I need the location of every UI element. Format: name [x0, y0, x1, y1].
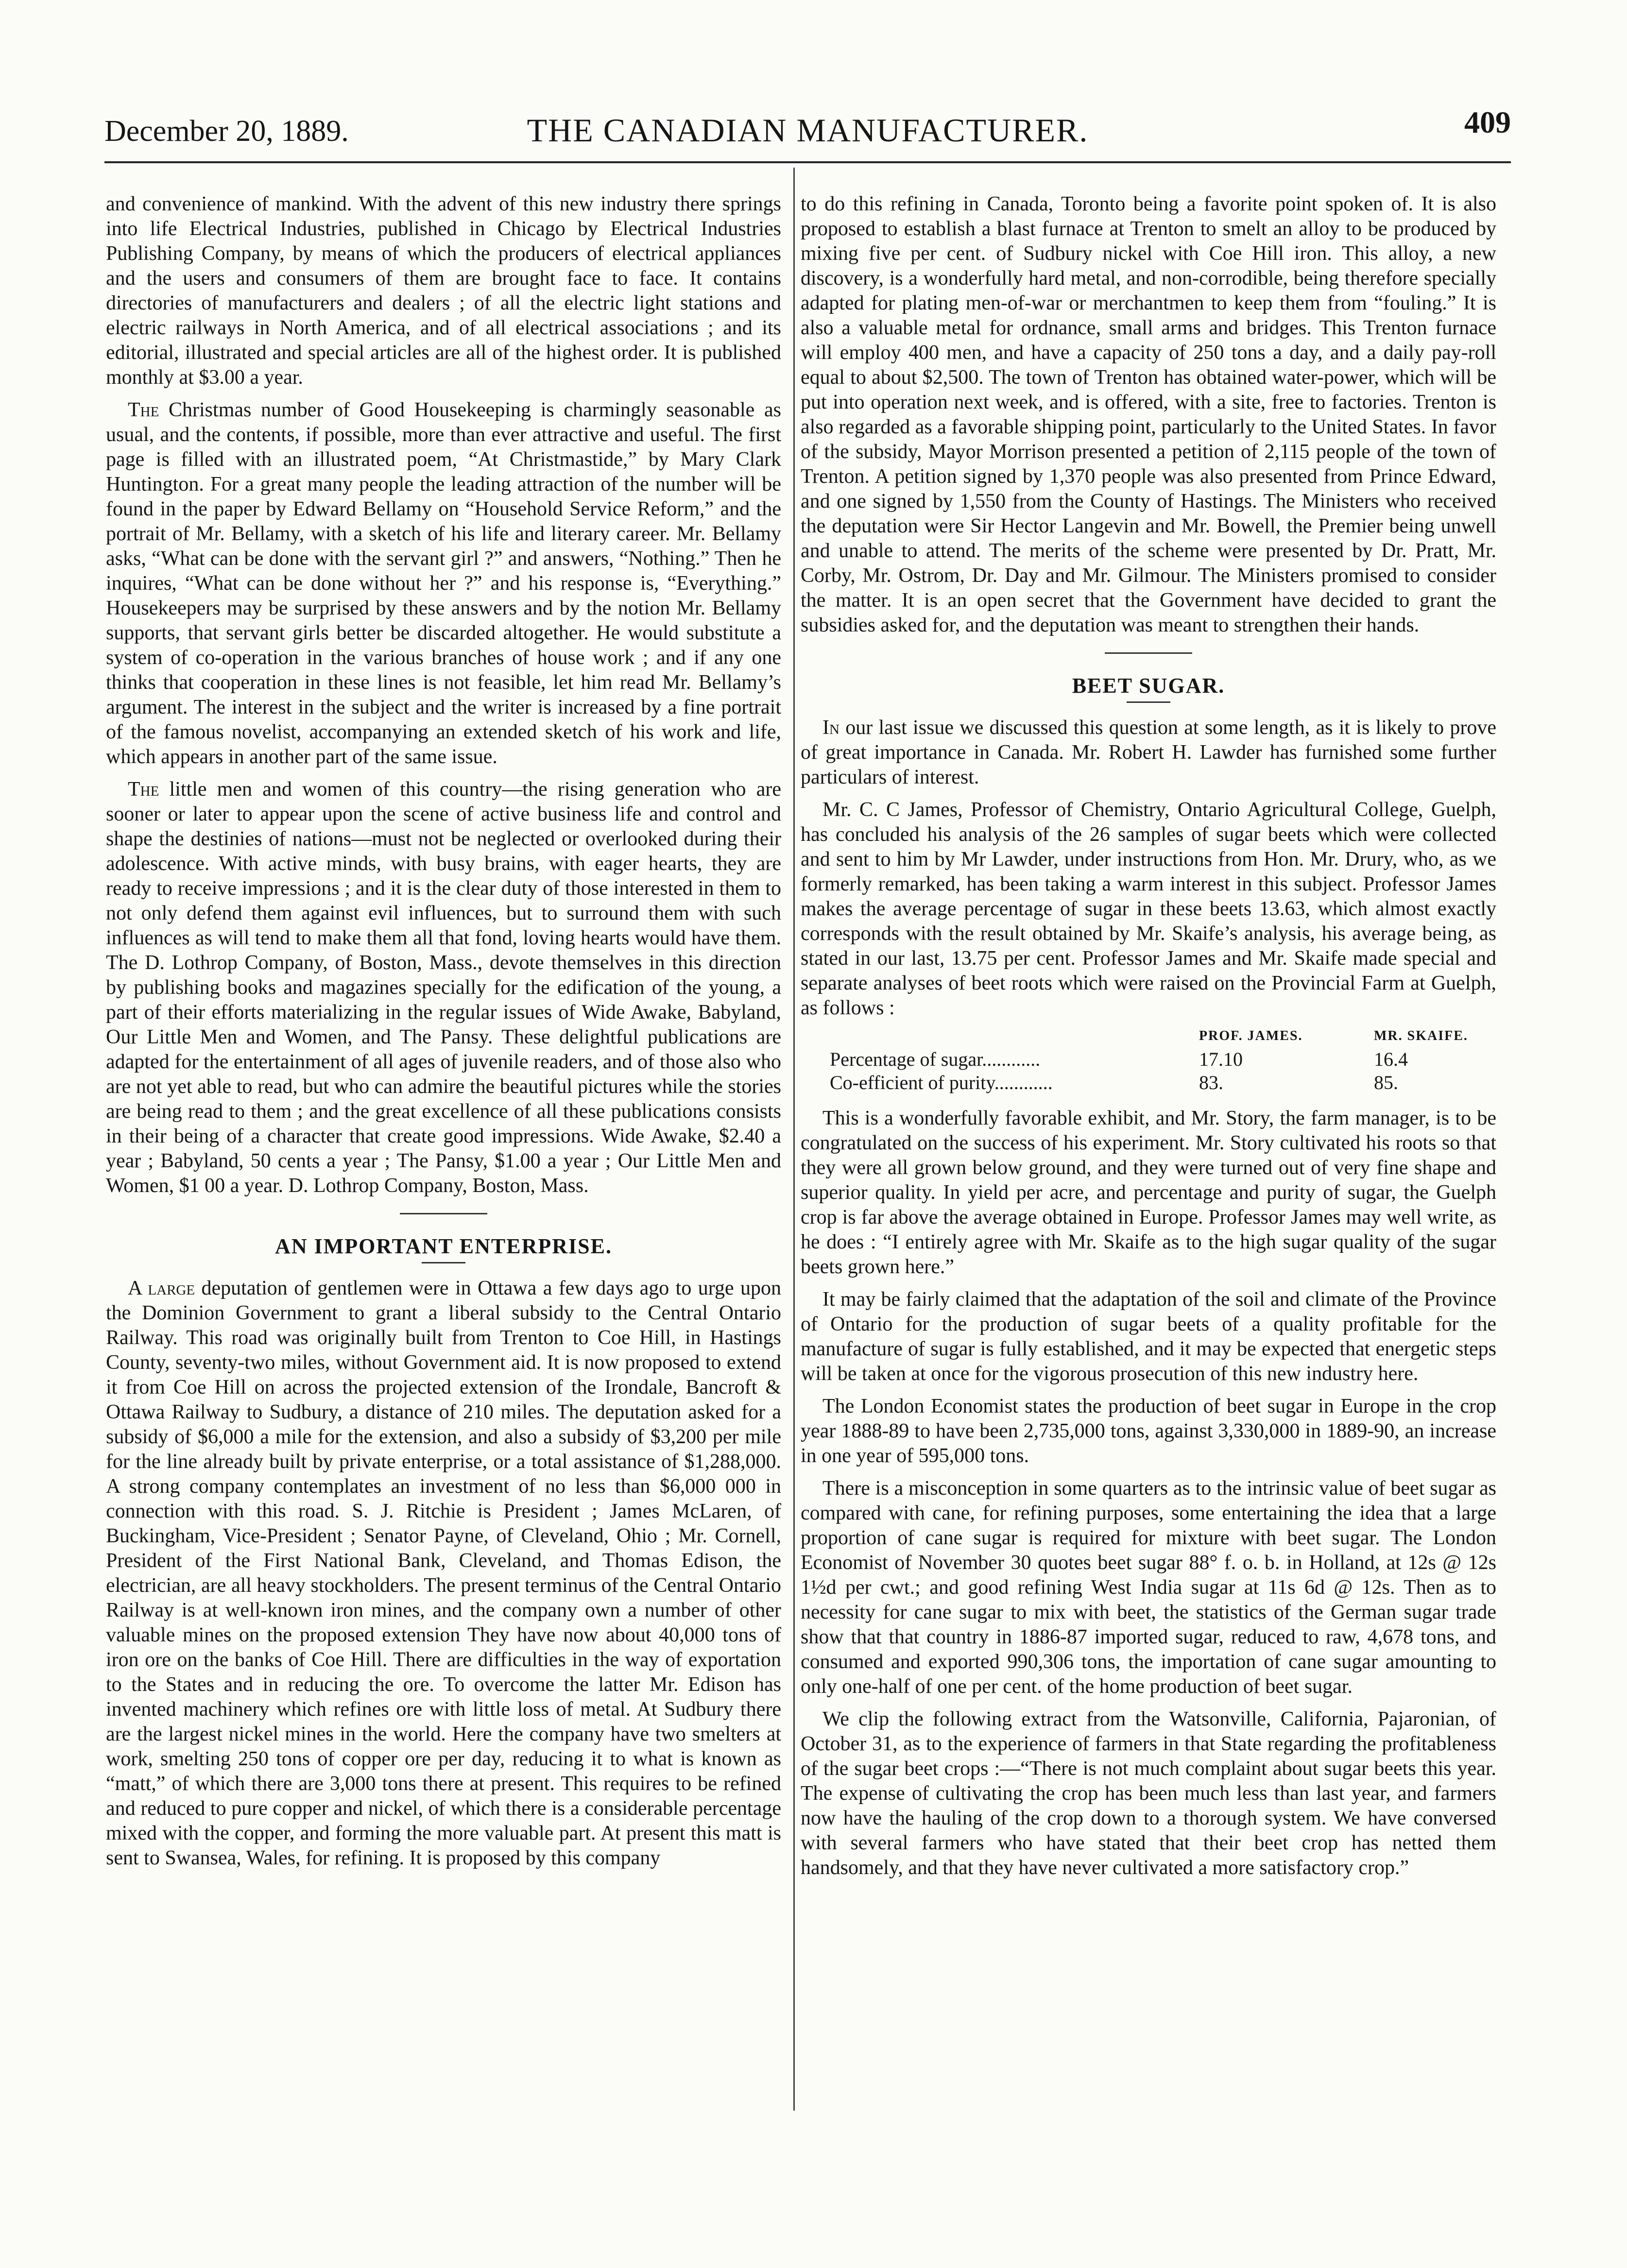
paragraph-lead: A large	[128, 1277, 195, 1299]
publication-title: THE CANADIAN MANUFACTURER.	[527, 112, 1089, 149]
right-column	[801, 192, 1496, 1888]
paragraph-body: our last issue we discussed this question at some length, as it is likely to prove of great importance in Canada. Mr. Robert H. Lawder has furnished some further particulars of interest.	[801, 716, 1497, 788]
table-row	[830, 1048, 1468, 1071]
beet-paragraph-6: There is a misconception in some quarters as to the intrinsic value of beet sugar as compared with cane, for refining purposes, some entertaining the idea that a large proportion of cane sugar is required for mixture with beet sugar. The London Economist of November 30 quotes beet sugar 88° f. o. b. in Holland, at 12s @ 12s 1½d per cwt.; and good refining West India sugar at 11s 6d @ 12s. Then as to necessity for cane sugar to mix with beet, the statistics of the German sugar trade show that that country in 1886-87 imported sugar, reduced to raw, 4,678 tons, and consumed and exported 990,306 tons, the importation of cane sugar amounting to only one-half of one per cent. of the home production of beet sugar.	[801, 1477, 1496, 1698]
heading-rule	[1127, 701, 1170, 703]
row-label: Co-efficient of purity............	[830, 1072, 1053, 1093]
beet-paragraph-1	[801, 716, 1496, 790]
lothrop-paragraph	[106, 777, 781, 1198]
paragraph-lead: The	[128, 399, 159, 421]
header-rule	[104, 161, 1511, 163]
enterprise-continued-paragraph: to do this refining in Canada, Toronto being a favorite point spoken of. It is also proposed to establish a blast furnace at Trenton to smelt an alloy to be produced by mixing five per cent. of Sudbury nickel with Coe Hill iron. This alloy, a new discovery, is a wonderfully hard metal, and non-corrodible, being therefore specially adapted for plating men-of-war or merchantmen to keep them from “fouling.” It is also a valuable metal for ordnance, small arms and bridges. This Trenton furnace will employ 400 men, and have a capacity of 250 tons a day, and a daily pay-roll equal to about $2,500. The town of Trenton has obtained water-power, which will be put into operation next week, and is offered, with a site, free to factories. Trenton is also regarded as a favorable shipping point, particularly to the United States. In favor of the subsidy, Mayor Morrison presented a petition of 2,115 people of the town of Trenton. A petition signed by 1,370 people was also presented from Prince Edward, and one signed by 1,550 from the County of Hastings. The Ministers who received the deputation were Sir Hector Langevin and Mr. Bowell, the Premier being unwell and unable to attend. The merits of the scheme were presented by Dr. Pratt, Mr. Corby, Mr. Ostrom, Dr. Day and Mr. Gilmour. The Ministers promised to consider the matter. It is an open secret that the Government have decided to grant the subsidies asked for, and the deputation was meant to strengthen their hands.	[801, 193, 1496, 636]
paragraph-body: little men and women of this country—the rising generation who are sooner or later to appear upon the scene of active business life and control and shape the destinies of nations—must not be neglected or overlooked during their adolescence. With active minds, with busy brains, with eager hearts, they are ready to receive impressions ; and it is the clear duty of those interested in them to not only defend them against evil influences, but to surround them with such influences as will tend to make them all that fond, loving hearts would have them. The D. Lothrop Company, of Boston, Mass., devote themselves in this direction by publishing books and magazines specially for the edification of the young, a part of their efforts materializing in the regular issues of Wide Awake, Babyland, Our Little Men and Women, and The Pansy. These delightful publications are adapted for the entertainment of all ages of juvenile readers, and of those also who are not yet able to read, but who can admire the beautiful pictures while the stories are being read to them ; and the great excellence of all these publications consists in their being of a character that create good impressions. Wide Awake, $2.40 a year ; Babyland, 50 cents a year ; The Pansy, $1.00 a year ; Our Little Men and Women, $1 00 a year. D. Lothrop Company, Boston, Mass.	[106, 778, 782, 1197]
james-value: 17.10	[1199, 1048, 1243, 1070]
beet-paragraph-7: We clip the following extract from the Watsonville, California, Pajaronian, of October 31, as to the experience of farmers in that State regarding the profitableness of the sugar beet crops :—“There is not much complaint about sugar beets this year. The expense of cultivating the crop has been much less than last year, and farmers now have the hauling of the crop down to a thorough system. We have conversed with several farmers who have stated that their beet crop has netted them handsomely, and that they have never cultivated a more satisfactory crop.”	[801, 1708, 1496, 1879]
enterprise-paragraph	[106, 1276, 781, 1871]
page-number: 409	[1464, 105, 1511, 139]
electrical-industries-paragraph: and convenience of mankind. With the advent of this new industry there springs into life Electrical Industries, published in Chicago by Electrical Industries Publishing Company, by means of which the producers of electrical appliances and the users and consumers of them are brought face to face. It contains directories of manufacturers and dealers ; of all the electric light stations and electric railways in North America, and of all electrical associations ; and its editorial, illustrated and special articles are all of the highest order. It is published monthly at $3.00 a year.	[106, 193, 781, 389]
beet-sugar-heading: BEET SUGAR.	[1072, 674, 1225, 698]
row-label: Percentage of sugar............	[830, 1048, 1041, 1070]
issue-date: December 20, 1889.	[104, 115, 349, 148]
left-column	[106, 192, 781, 1878]
paragraph-lead: The	[128, 778, 159, 801]
paragraph-body: deputation of gentlemen were in Ottawa a few days ago to urge upon the Dominion Government to grant a liberal subsidy to the Central Ontario Railway. This road was originally built from Trenton to Coe Hill, in Hastings County, seventy-two miles, without Government aid. It is now proposed to extend it from Coe Hill on across the projected extension of the Irondale, Bancroft & Ottawa Railway to Sudbury, a distance of 210 miles. The deputation asked for a subsidy of $6,000 a mile for the extension, and also a subsidy of $3,200 per mile for the line already built by private enterprise, or a total assistance of $1,288,000. A strong company contemplates an investment of no less than $6,000 000 in connection with this road. S. J. Ritchie is President ; James McLaren, of Buckingham, Vice-President ; Senator Payne, of Cleveland, Ohio ; Mr. Cornell, President of the First National Bank, Cleveland, and Thomas Edison, the electrician, are all heavy stockholders. The present terminus of the Central Ontario Railway is at well-known iron mines, and the company own a number of other valuable mines on the proposed extension They have now about 40,000 tons of iron ore on the banks of Coe Hill. There are difficulties in the way of exportation to the States and in reducing the ore. To overcome the latter Mr. Edison has invented machinery which refines ore with little loss of metal. At Sudbury there are the largest nickel mines in the world. Here the company have two smelters at work, smelting 250 tons of copper ore per day, reducing it to what is known as “matt,” of which there are 3,000 tons there at present. This requires to be refined and reduced to pure copper and nickel, of which there is a considerable percentage mixed with the copper, and forming the more valuable part. At present this matt is sent to Swansea, Wales, for refining. It is proposed by this company	[106, 1277, 782, 1869]
sugar-analysis-table	[830, 1028, 1468, 1094]
table-header-row	[830, 1028, 1468, 1048]
beet-paragraph-4: It may be fairly claimed that the adaptation of the soil and climate of the Province of Ontario for the production of sugar beets of a quality profitable for the manufacture of sugar is fully established, and it may be expected that energetic steps will be taken at once for the vigorous prosecution of this new industry here.	[801, 1288, 1496, 1385]
column-divider	[793, 168, 795, 2111]
table-header-james: PROF. JAMES.	[1199, 1028, 1303, 1043]
paragraph-lead: In	[822, 716, 839, 739]
skaife-value: 16.4	[1374, 1048, 1408, 1070]
section-separator	[400, 1213, 487, 1214]
section-separator	[1105, 652, 1192, 654]
good-housekeeping-paragraph	[106, 398, 781, 769]
beet-paragraph-2: Mr. C. C James, Professor of Chemistry, Ontario Agricultural College, Guelph, has concluded his analysis of the 26 samples of sugar beets which were collected and sent to him by Mr Lawder, under instructions from Hon. Mr. Drury, who, as we formerly remarked, has been taking a warm interest in this subject. Professor James makes the average percentage of sugar in these beets 13.63, which almost exactly corresponds with the result obtained by Mr. Skaife’s analysis, his average being, as stated in our last, 13.75 per cent. Professor James and Mr. Skaife made special and separate analyses of beet roots which were raised on the Provincial Farm at Guelph, as follows :	[801, 799, 1496, 1019]
table-row	[830, 1071, 1468, 1094]
enterprise-heading: AN IMPORTANT ENTERPRISE.	[275, 1234, 612, 1258]
table-header-skaife: MR. SKAIFE.	[1374, 1028, 1468, 1043]
paragraph-body: Christmas number of Good Housekeeping is charmingly seasonable as usual, and the contents, if possible, more than ever attractive and useful. The first page is filled with an illustrated poem, “At Christmastide,” by Mary Clark Huntington. For a great many people the leading attraction of the number will be found in the paper by Edward Bellamy on “Household Service Reform,” and the portrait of Mr. Bellamy, with a sketch of his life and literary career. Mr. Bellamy asks, “What can be done with the servant girl ?” and answers, “Nothing.” Then he inquires, “What can be done without her ?” and his response is, “Everything.” Housekeepers may be surprised by these answers and by the notion Mr. Bellamy supports, that servant girls better be discarded altogether. He would substitute a system of co-operation in the various branches of house work ; and if any one thinks that cooperation in these lines is not feasible, let him read Mr. Bellamy’s argument. The interest in the subject and the writer is increased by a fine portrait of the famous novelist, accompanying an extended sketch of his work and life, which appears in another part of the same issue.	[106, 399, 781, 768]
page-header	[104, 104, 1511, 158]
table-header-blank	[830, 1028, 1199, 1048]
skaife-value: 85.	[1374, 1072, 1398, 1093]
james-value: 83.	[1199, 1072, 1223, 1093]
beet-paragraph-5: The London Economist states the production of beet sugar in Europe in the crop year 1888-89 to have been 2,735,000 tons, against 3,330,000 in 1889-90, an increase in one year of 595,000 tons.	[801, 1395, 1496, 1467]
beet-paragraph-3: This is a wonderfully favorable exhibit, and Mr. Story, the farm manager, is to be congratulated on the success of his experiment. Mr. Story cultivated his roots so that they were all grown below ground, and they were turned out of very fine shape and superior quality. In yield per acre, and percentage and purity of sugar, the Guelph crop is far above the average obtained in Europe. Professor James may well write, as he does : “I entirely agree with Mr. Skaife as to the high sugar quality of the sugar beets grown here.”	[801, 1107, 1496, 1278]
heading-rule	[422, 1262, 465, 1263]
